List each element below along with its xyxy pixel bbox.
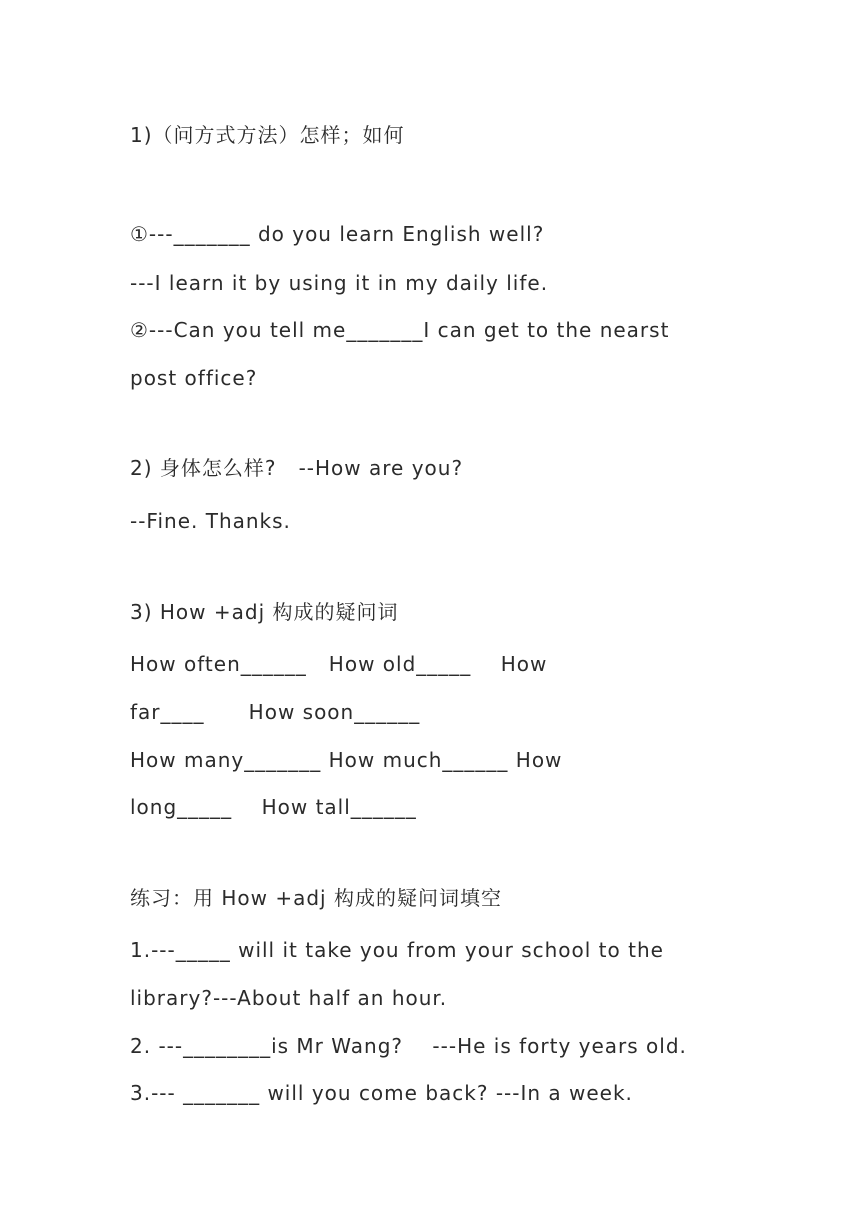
section-1-heading: 1)（问方式方法）怎样；如何 [130, 123, 405, 147]
section-2-heading: 2) 身体怎么样? --How are you? [130, 456, 464, 480]
question-2-line-2: post office? [130, 366, 258, 390]
how-adj-row-2: far____ How soon______ [130, 700, 421, 724]
practice-item-3: 3.--- _______ will you come back? ---In a week. [130, 1081, 633, 1105]
practice-item-1-line-2: library?---About half an hour. [130, 986, 448, 1010]
practice-item-2: 2. ---________is Mr Wang? ---He is forty years old. [130, 1034, 687, 1058]
how-adj-row-1: How often______ How old_____ How [130, 652, 548, 676]
section-3-heading: 3) How +adj 构成的疑问词 [130, 600, 399, 624]
section-2-answer: --Fine. Thanks. [130, 509, 291, 533]
how-adj-row-3: How many_______ How much______ How [130, 748, 563, 772]
question-2-line-1: ②---Can you tell me_______I can get to the nearst [130, 318, 670, 342]
how-adj-row-4: long_____ How tall______ [130, 795, 417, 819]
question-1: ①---_______ do you learn English well? [130, 222, 545, 246]
practice-item-1-line-1: 1.---_____ will it take you from your school to the [130, 938, 664, 962]
answer-1: ---I learn it by using it in my daily life. [130, 271, 549, 295]
practice-heading: 练习：用 How +adj 构成的疑问词填空 [130, 886, 502, 910]
